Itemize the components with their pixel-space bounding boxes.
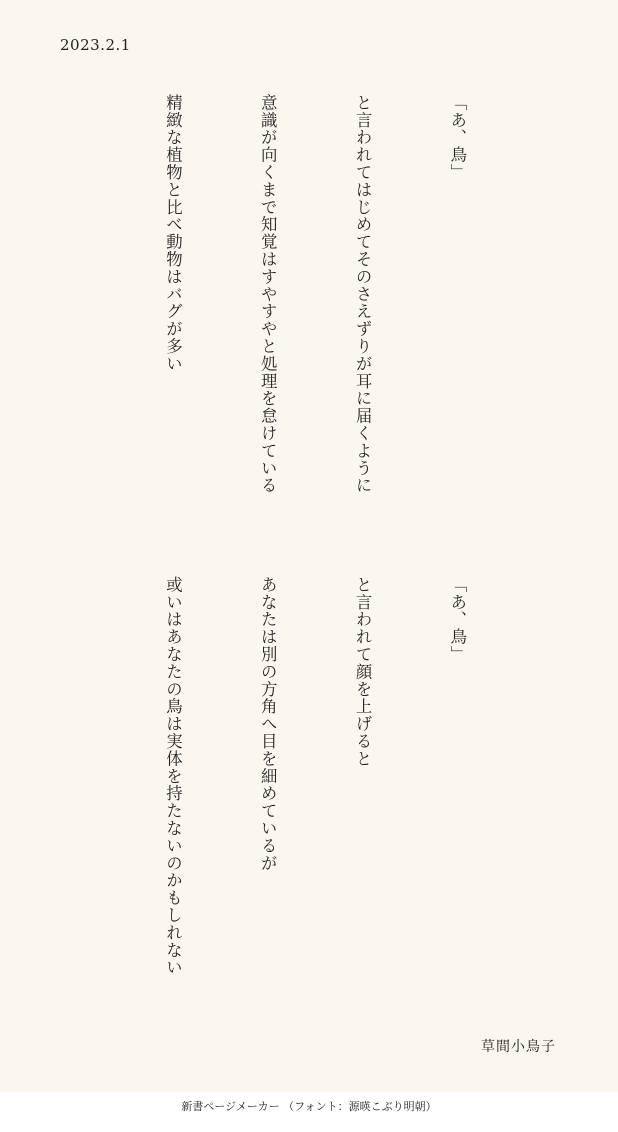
footer-credit: 新書ページメーカー （フォント：源暎こぶり明朝）: [181, 1100, 437, 1113]
poem-block-top: [0, 94, 536, 514]
poem-line: 意識が向くまで知覚はすやすやと処理を怠けている: [258, 94, 278, 495]
poem-line: 「あ、鳥」: [447, 94, 467, 181]
author-name: 草間小鳥子: [481, 1039, 556, 1055]
poem-line: [62, 576, 94, 996]
poem-block-bottom: [0, 576, 536, 996]
poem-line: あなたは別の方角へ目を細めているが: [258, 576, 278, 872]
poem-line: 或いはあなたの鳥は実体を持たないのかもしれない: [163, 576, 183, 977]
date-label: 2023.2.1: [60, 36, 131, 54]
poem-line: [62, 94, 94, 514]
poem-line: 「あ、鳥」: [447, 576, 467, 663]
poem-line: と言われて顔を上げると: [353, 576, 373, 768]
poem-line: 精緻な植物と比べ動物はバグが多い: [163, 94, 183, 373]
poem-line: と言われてはじめてそのさえずりが耳に届くように: [353, 94, 373, 495]
